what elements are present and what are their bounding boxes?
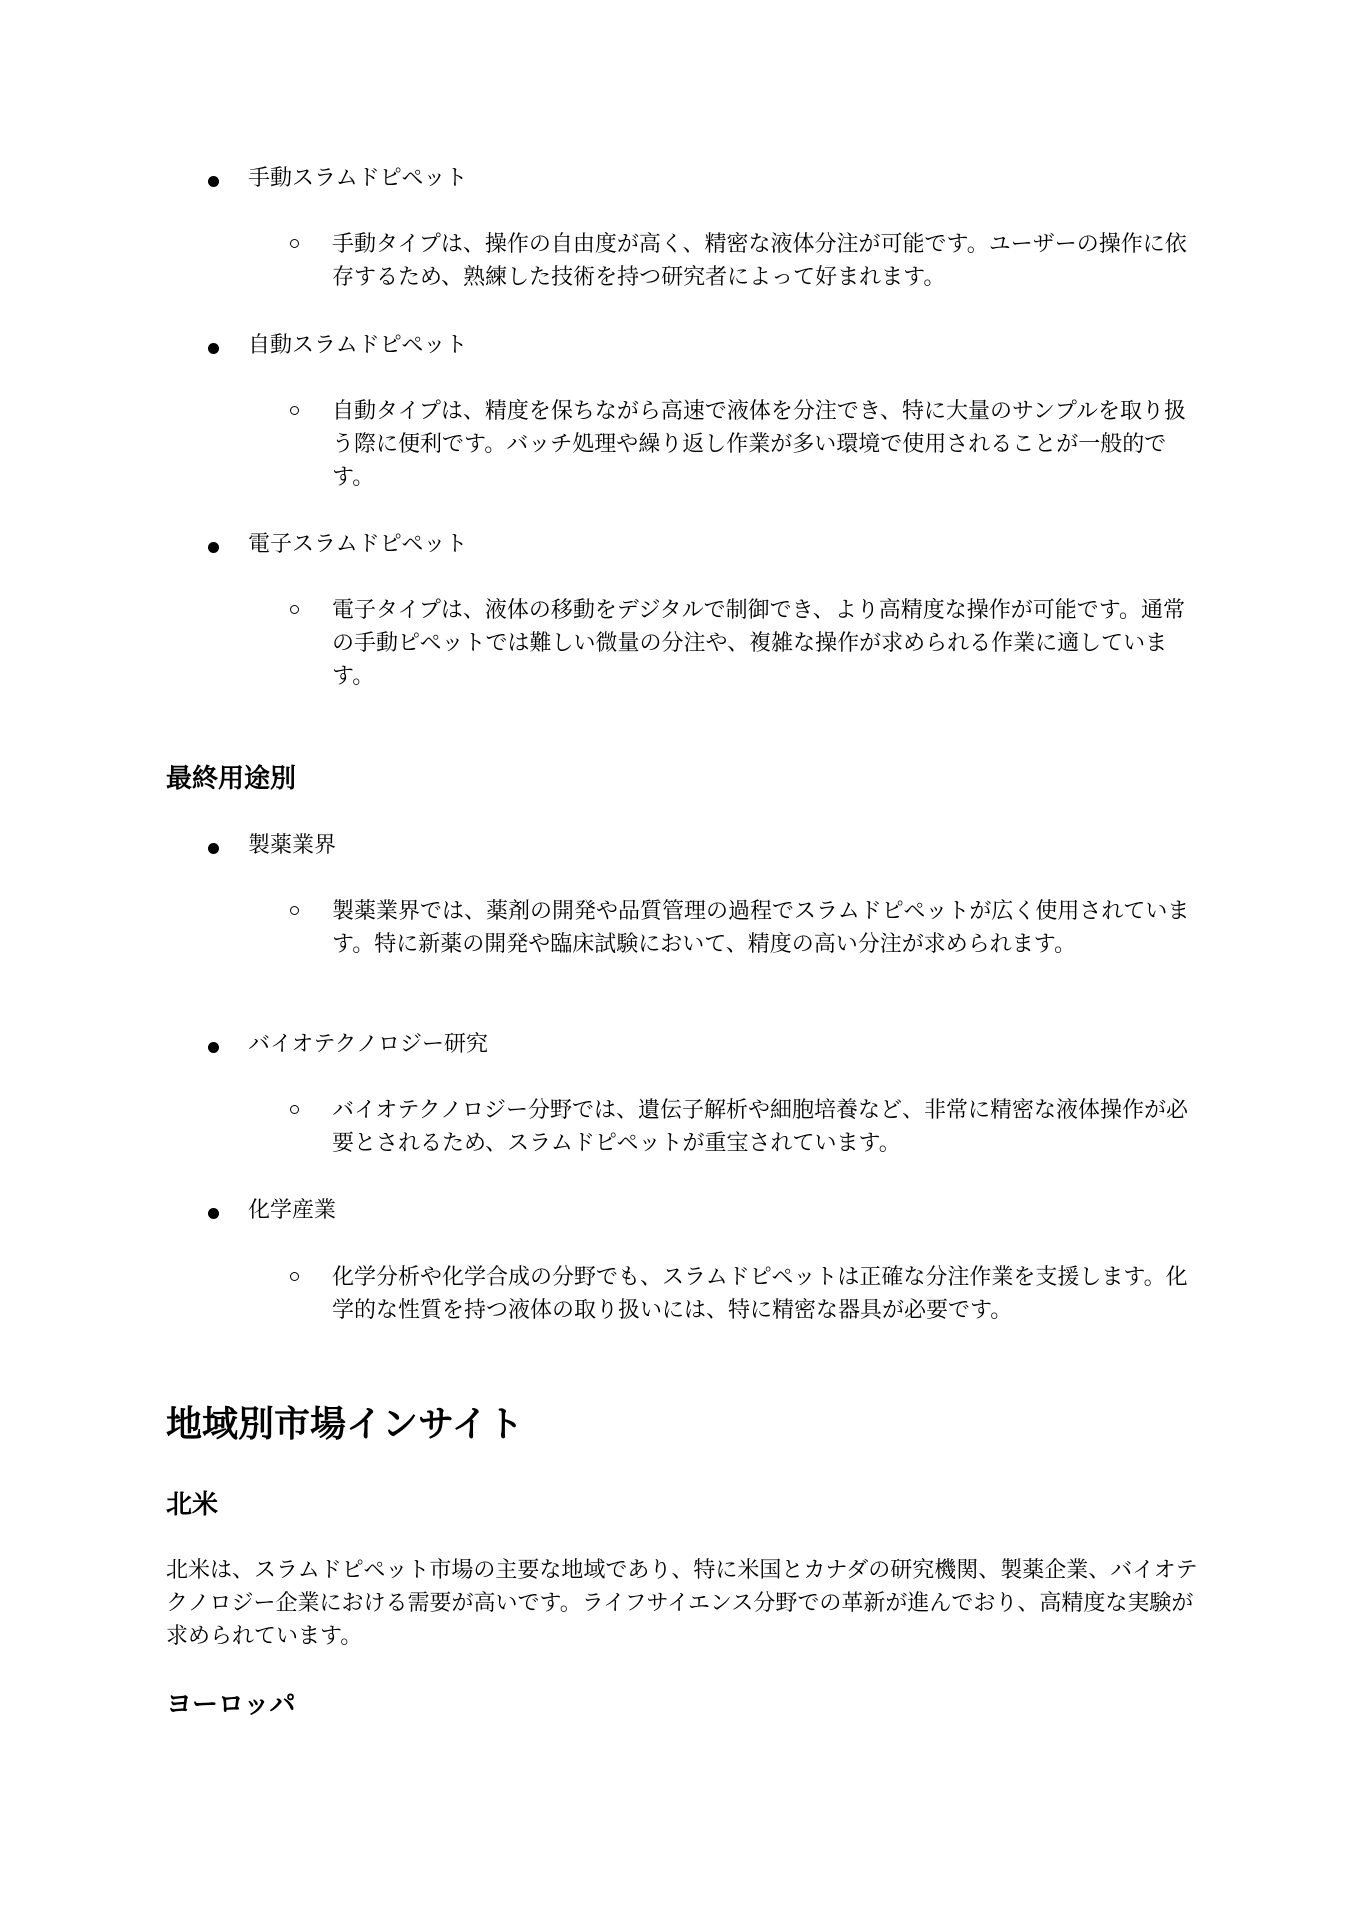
paragraph-north-america: 北米は、スラムドピペット市場の主要な地域であり、特に米国とカナダの研究機関、製薬企業、バイオテクノロジー企業における需要が高いです。ライフサイエンス分野での革新が進んでおり、高精度な実験が求められています。 [166, 1558, 1198, 1649]
circle-bullet-icon [290, 605, 299, 614]
section-heading-end-use: 最終用途別 [166, 764, 297, 794]
circle-bullet-icon [290, 406, 299, 415]
bullet-dot-icon [208, 1042, 219, 1053]
bullet-label: 手動スラムドピペット [248, 166, 468, 191]
circle-bullet-icon [290, 1272, 299, 1281]
bullet-label: バイオテクノロジー研究 [248, 1032, 489, 1057]
section-heading-regional: 地域別市場インサイト [166, 1404, 524, 1445]
bullet-label: 化学産業 [248, 1198, 337, 1223]
bullet-dot-icon [208, 343, 219, 354]
sub-item-text: 電子タイプは、液体の移動をデジタルで制御でき、より高精度な操作が可能です。通常の手動ピペットでは難しい微量の分注や、複雑な操作が求められる作業に適しています。 [332, 598, 1185, 689]
circle-bullet-icon [290, 239, 299, 248]
bullet-label: 自動スラムドピペット [248, 333, 468, 358]
subheading-europe: ヨーロッパ [166, 1690, 296, 1720]
sub-item-text: 手動タイプは、操作の自由度が高く、精密な液体分注が可能です。ユーザーの操作に依存するため、熟練した技術を持つ研究者によって好まれます。 [332, 232, 1187, 290]
sub-item-text: 製薬業界では、薬剤の開発や品質管理の過程でスラムドピペットが広く使用されています。特に新薬の開発や臨床試験において、精度の高い分注が求められます。 [332, 899, 1190, 957]
bullet-dot-icon [208, 1208, 219, 1219]
sub-item-text: 化学分析や化学合成の分野でも、スラムドピペットは正確な分注作業を支援します。化学的な性質を持つ液体の取り扱いには、特に精密な器具が必要です。 [332, 1265, 1188, 1323]
circle-bullet-icon [290, 1105, 299, 1114]
sub-item-text: バイオテクノロジー分野では、遺伝子解析や細胞培養など、非常に精密な液体操作が必要とされるため、スラムドピペットが重宝されています。 [332, 1098, 1189, 1156]
bullet-dot-icon [208, 843, 219, 854]
bullet-dot-icon [208, 542, 219, 553]
subheading-north-america: 北米 [166, 1490, 219, 1520]
bullet-label: 電子スラムドピペット [248, 532, 468, 557]
bullet-dot-icon [208, 176, 219, 187]
circle-bullet-icon [290, 906, 299, 915]
sub-item-text: 自動タイプは、精度を保ちながら高速で液体を分注でき、特に大量のサンプルを取り扱う際に便利です。バッチ処理や繰り返し作業が多い環境で使用されることが一般的です。 [332, 399, 1187, 490]
bullet-label: 製薬業界 [248, 833, 337, 858]
